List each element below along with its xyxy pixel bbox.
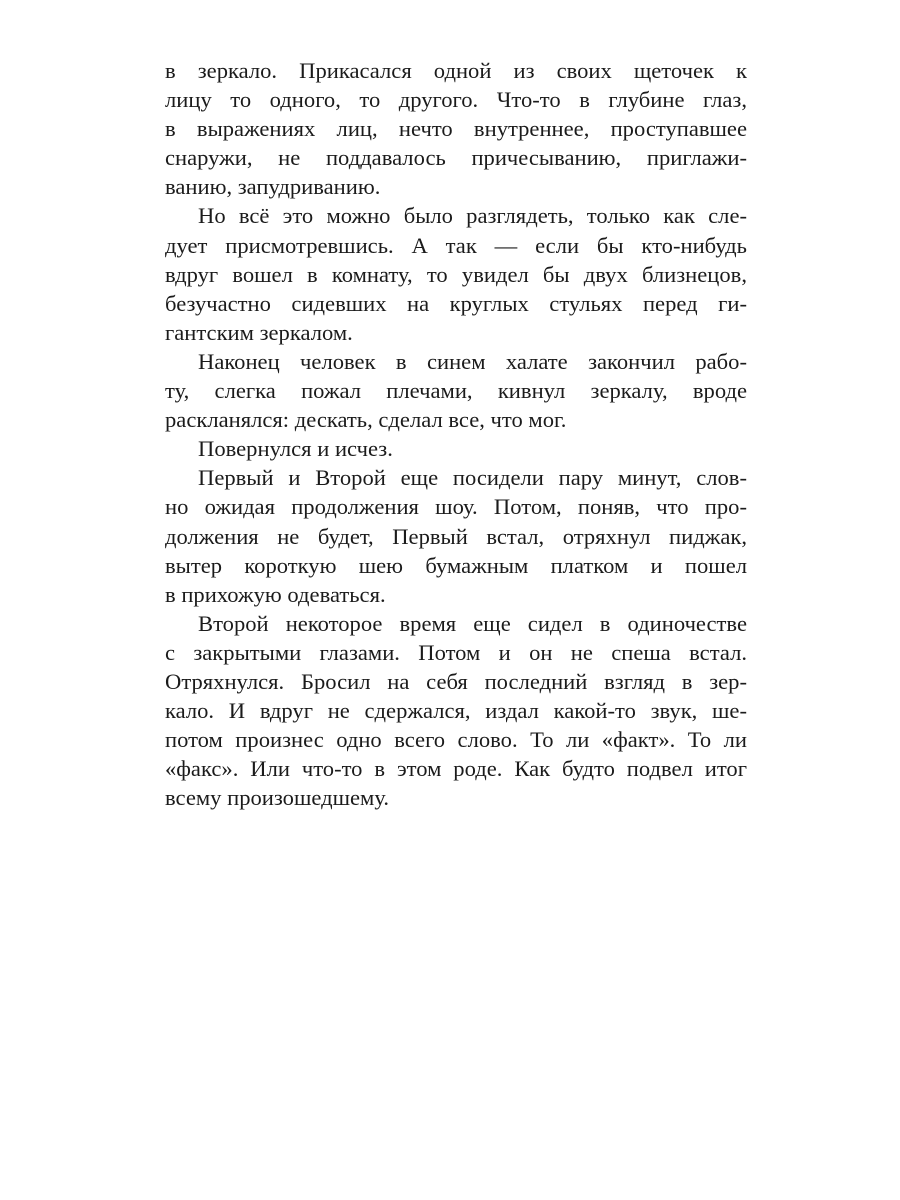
text-line: всему произошедшему. [165, 785, 390, 811]
paragraph [165, 609, 747, 813]
text-line: Второй некоторое время еще сидел в одиночестве [198, 610, 747, 636]
text-line: гантским зеркалом. [165, 319, 353, 345]
text-line: Повернулся и исчез. [198, 436, 393, 462]
text-line: ванию, запудриванию. [165, 174, 381, 200]
text-line: дует присмотревшись. А так — если бы кто-нибудь [165, 232, 747, 258]
text-line: Отряхнулся. Бросил на себя последний взгляд в зер- [165, 668, 747, 694]
text-line: Наконец человек в синем халате закончил рабо- [198, 348, 747, 374]
paragraph [165, 201, 747, 346]
text-line: лицу то одного, то другого. Что-то в глубине глаз, [165, 87, 747, 113]
text-line: вытер короткую шею бумажным платком и пошел [165, 552, 747, 578]
text-line: безучастно сидевших на круглых стульях перед ги- [165, 290, 747, 316]
paragraph [165, 347, 747, 434]
text-line: раскланялся: дескать, сделал все, что мог. [165, 407, 567, 433]
text-line: в выражениях лиц, нечто внутреннее, проступавшее [165, 116, 747, 142]
text-line: но ожидая продолжения шоу. Потом, поняв, что про- [165, 494, 747, 520]
text-line: вдруг вошел в комнату, то увидел бы двух близнецов, [165, 261, 747, 287]
text-line: должения не будет, Первый встал, отряхнул пиджак, [165, 523, 747, 549]
text-line: снаружи, не поддавалось причесыванию, приглажи- [165, 145, 747, 171]
paragraph [165, 56, 747, 201]
text-line: в прихожую одеваться. [165, 581, 386, 607]
paragraph [165, 434, 747, 463]
paragraph [165, 463, 747, 608]
text-line: с закрытыми глазами. Потом и он не спеша встал. [165, 639, 747, 665]
text-line: Но всё это можно было разглядеть, только как сле- [198, 203, 747, 229]
text-line: «факс». Или что-то в этом роде. Как будто подвел итог [165, 756, 747, 782]
text-line: кало. И вдруг не сдержался, издал какой-то звук, ше- [165, 698, 747, 724]
text-line: Первый и Второй еще посидели пару минут, слов- [198, 465, 747, 491]
text-line: ту, слегка пожал плечами, кивнул зеркалу, вроде [165, 378, 747, 404]
book-page [165, 56, 747, 812]
text-line: потом произнес одно всего слово. То ли «факт». То ли [165, 727, 747, 753]
text-line: в зеркало. Прикасался одной из своих щеточек к [165, 58, 747, 83]
